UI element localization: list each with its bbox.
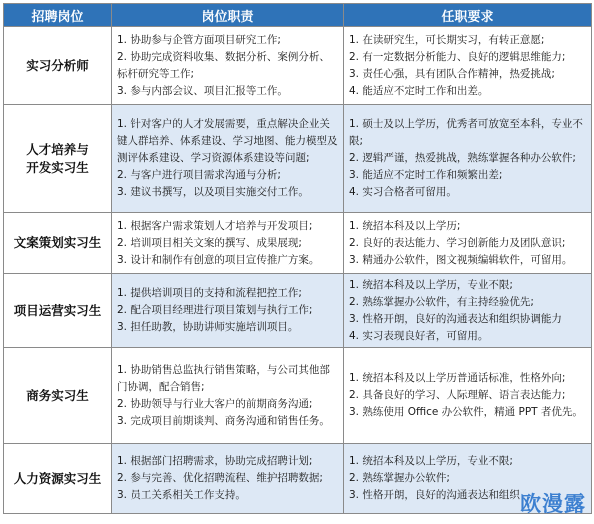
position-cell: 商务实习生: [4, 348, 112, 444]
position-cell: 人力资源实习生: [4, 444, 112, 514]
recruitment-table: [3, 3, 592, 514]
requirement-item: 3. 能适应不定时工作和频繁出差;: [349, 169, 503, 181]
table-row: [4, 105, 592, 213]
requirement-item: 1. 统招本科及以上学历，专业不限;: [349, 455, 513, 467]
requirement-item: 2. 良好的表达能力、学习创新能力及团队意识;: [349, 236, 566, 249]
header-row: [4, 4, 592, 27]
duty-item: 2. 协助完成资料收集、数据分析、案例分析、标杆研究等工作;: [117, 50, 330, 80]
requirement-item: 2. 逻辑严谨，热爱挑战，熟练掌握各种办公软件;: [349, 152, 576, 164]
requirement-item: 3. 性格开朗，良好的沟通表达和组织协调能力: [349, 312, 562, 325]
requirement-item: 3. 精通办公软件，图文视频编辑软件，可留用。: [349, 253, 573, 266]
duty-item: 3. 参与内部会议、项目汇报等工作。: [117, 84, 288, 97]
header-requirements: 任职要求: [344, 4, 592, 27]
duty-item: 3. 担任助教，协助讲师实施培训项目。: [117, 321, 299, 333]
duties-cell: [112, 274, 344, 348]
requirements-cell: [344, 348, 592, 444]
duty-item: 3. 设计和制作有创意的项目宣传推广方案。: [117, 253, 320, 266]
requirements-cell: [344, 274, 592, 348]
requirement-item: 2. 熟练掌握办公软件;: [349, 472, 450, 484]
duty-item: 2. 参与完善、优化招聘流程、维护招聘数据;: [117, 472, 323, 484]
duty-item: 3. 完成项目前期谈判、商务沟通和销售任务。: [117, 414, 330, 427]
duty-item: 1. 根据部门招聘需求，协助完成招聘计划;: [117, 455, 313, 467]
table-row: [4, 274, 592, 348]
requirement-item: 3. 熟练使用 Office 办公软件，精通 PPT 者优先。: [349, 406, 583, 418]
requirement-item: 4. 能适应不定时工作和出差。: [349, 84, 489, 97]
requirement-item: 1. 在读研究生，可长期实习，有转正意愿;: [349, 33, 545, 46]
requirement-item: 3. 性格开朗，良好的沟通表达和组织: [349, 489, 520, 501]
requirement-item: 2. 熟练掌握办公软件，有主持经验优先;: [349, 295, 534, 308]
requirements-cell: [344, 27, 592, 105]
duty-item: 2. 配合项目经理进行项目策划与执行工作;: [117, 304, 313, 316]
duty-item: 2. 与客户进行项目需求沟通与分析;: [117, 169, 281, 181]
duties-cell: [112, 105, 344, 213]
position-cell: 实习分析师: [4, 27, 112, 105]
requirement-item: 2. 有一定数据分析能力、良好的逻辑思维能力;: [349, 50, 566, 63]
table-row: [4, 27, 592, 105]
duty-item: 1. 协助销售总监执行销售策略，与公司其他部门协调，配合销售;: [117, 363, 330, 393]
requirement-item: 1. 统招本科及以上学历普通话标准，性格外向;: [349, 372, 566, 384]
duties-cell: [112, 348, 344, 444]
requirements-cell: [344, 213, 592, 274]
watermark-logo: 欧漫露: [520, 492, 586, 516]
requirement-item: 4. 实习表现良好者，可留用。: [349, 329, 489, 342]
duty-item: 1. 提供培训项目的支持和流程把控工作;: [117, 287, 302, 299]
duties-cell: [112, 444, 344, 514]
requirement-item: 3. 责任心强，具有团队合作精神，热爱挑战;: [349, 67, 555, 80]
duties-cell: [112, 27, 344, 105]
position-cell: 项目运营实习生: [4, 274, 112, 348]
duty-item: 2. 培训项目相关文案的撰写、成果展现;: [117, 236, 302, 249]
position-cell: 文案策划实习生: [4, 213, 112, 274]
requirement-item: 2. 具备良好的学习、人际理解、语言表达能力;: [349, 389, 566, 401]
header-duties: 岗位职责: [112, 4, 344, 27]
requirement-item: 4. 实习合格者可留用。: [349, 186, 457, 198]
header-position: 招聘岗位: [4, 4, 112, 27]
position-line: 人才培养与: [26, 141, 89, 157]
duty-item: 1. 协助参与企管方面项目研究工作;: [117, 33, 281, 46]
duty-item: 3. 员工关系相关工作支持。: [117, 489, 246, 501]
requirement-item: 1. 统招本科及以上学历;: [349, 219, 461, 232]
position-cell: [4, 105, 112, 213]
duties-cell: [112, 213, 344, 274]
requirements-cell: [344, 105, 592, 213]
position-line: 开发实习生: [26, 159, 89, 175]
table-row: [4, 348, 592, 444]
requirement-item: 1. 统招本科及以上学历，专业不限;: [349, 278, 513, 291]
duty-item: 2. 协助领导与行业大客户的前期商务沟通;: [117, 397, 313, 410]
duty-item: 1. 根据客户需求策划人才培养与开发项目;: [117, 219, 313, 232]
duty-item: 3. 建议书撰写，以及项目实施交付工作。: [117, 186, 309, 198]
table-row: [4, 444, 592, 514]
table-row: [4, 213, 592, 274]
requirement-item: 1. 硕士及以上学历，优秀者可放宽至本科，专业不限;: [349, 118, 583, 147]
duty-item: 1. 针对客户的人才发展需要，重点解决企业关键人群培养、体系建设、学习地图、能力模型及测评体系建设、学习资源体系建设等问题;: [117, 118, 338, 164]
